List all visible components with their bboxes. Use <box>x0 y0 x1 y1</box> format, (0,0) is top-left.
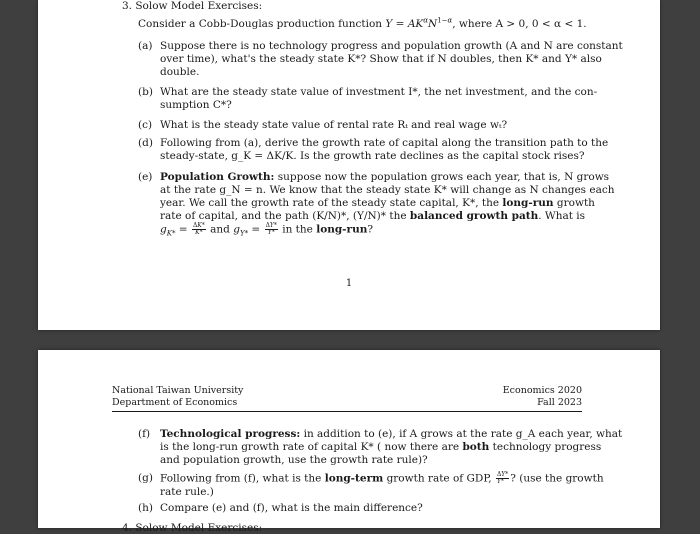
item-e-line4 <box>160 210 586 223</box>
course-name: Economics 2020 <box>502 385 582 396</box>
item-f-line1-text: in addition to (e), if A grows at the rate g_A each year, what <box>303 428 623 440</box>
item-g-gdp-text: growth rate of GDP, <box>386 472 492 485</box>
item-d-line1: Following from (a), derive the growth rate of capital along the transition path to the <box>160 137 609 149</box>
next-exercise-title-cutoff: 4. Solow Model Exercises: <box>122 522 263 534</box>
university-name: National Taiwan University <box>112 385 244 396</box>
item-f-line1 <box>160 428 623 441</box>
page-number: 1 <box>345 278 353 289</box>
department-name: Department of Economics <box>112 397 238 408</box>
item-a-line2: over time), what's the steady state K*? Show that if N doubles, then K* and Y* also <box>160 53 602 65</box>
item-e-line3-text: year. We call the growth rate of the steady state capital, K*, the <box>160 197 500 209</box>
item-e-label: (e) <box>138 171 153 183</box>
item-f-line3: and population growth, use the growth rate rule)? <box>160 454 428 466</box>
item-e-line3-end: growth <box>556 197 595 209</box>
item-g-line1-end: ? (use the growth <box>510 472 604 485</box>
header-right <box>478 385 582 409</box>
item-f-heading: Technological progress: <box>160 428 301 440</box>
item-e-line3 <box>160 197 595 210</box>
document-page-2 <box>38 350 660 534</box>
item-a-line1: Suppose there is no technology progress and population growth (A and N are constant <box>160 40 623 52</box>
item-e-long-run-term: long-run <box>502 197 554 209</box>
item-b-label: (b) <box>138 86 153 98</box>
item-h-label: (h) <box>138 502 153 514</box>
item-e-line4-end: . What is <box>538 210 586 222</box>
item-e-and: and <box>210 223 230 236</box>
item-e-line2: at the rate g_N = n. We know that the steady state K* will change as N changes each <box>160 184 615 196</box>
header-left <box>112 385 243 409</box>
item-e-line1 <box>160 171 610 184</box>
item-f-line2 <box>160 441 602 454</box>
fraction-dK-over-K: $\frac{\Delta K*}{K*}$ <box>192 222 205 236</box>
term: Fall 2023 <box>537 397 582 408</box>
document-page-1 <box>38 0 660 330</box>
intro-text: Consider a Cobb-Douglas production function <box>138 18 383 30</box>
item-e-line1-text: suppose now the population grows each year, that is, N grows <box>277 171 610 183</box>
item-g-line1-text: Following from (f), what is the <box>160 472 322 485</box>
item-e-line4-text: rate of capital, and the path (K/N)*, (Y/N)* the <box>160 210 407 222</box>
item-f-line2-end: technology progress <box>492 441 602 453</box>
exercise-title: 3. Solow Model Exercises: <box>122 0 263 12</box>
item-e-long-run-term-2: long-run <box>316 223 368 236</box>
item-g-label: (g) <box>138 472 153 484</box>
item-e-question-mark: ? <box>367 223 373 236</box>
production-function-formula: $Y = AK^\alpha N^{1-\alpha}$ <box>385 16 453 30</box>
exercise-intro <box>138 18 587 30</box>
item-e-line5: $g_{K*}$ = $\frac{\Delta K*}{K*}$ and $g_{Y*}$ = $\frac{\Delta Y*}{Y*}$ in the long-run? <box>160 222 373 238</box>
item-e-in-the: in the <box>282 223 313 236</box>
item-h-line1: Compare (e) and (f), what is the main difference? <box>160 502 423 514</box>
fraction-dY-over-Y: $\frac{\Delta Y*}{Y*}$ <box>265 222 277 236</box>
item-f-line2-text: is the long-run growth rate of capital K* ( now there are <box>160 441 460 453</box>
item-e-balanced-growth-term: balanced growth path <box>409 210 539 222</box>
item-f-label: (f) <box>138 428 151 440</box>
item-d-line2: steady-state, g_K = ΔK/K. Is the growth rate declines as the capital stock rises? <box>160 150 585 162</box>
item-d-label: (d) <box>138 137 153 149</box>
fraction-dY-over-Y-g: $\frac{\Delta Y*}{Y*}$ <box>496 471 509 485</box>
item-g-long-term: long-term <box>324 472 384 485</box>
item-c-line1: What is the steady state value of rental rate Rₜ and real wage wₜ? <box>160 119 508 131</box>
item-a-line3: double. <box>160 66 200 78</box>
item-f-both-term: both <box>462 441 490 453</box>
item-b-line2: sumption C*? <box>160 99 232 111</box>
item-a-label: (a) <box>138 40 153 52</box>
item-g-line1 <box>160 471 604 486</box>
item-e-heading: Population Growth: <box>160 171 275 183</box>
item-c-label: (c) <box>138 119 153 131</box>
item-g-line2: rate rule.) <box>160 485 214 498</box>
header-divider <box>112 411 582 412</box>
intro-condition: , where A > 0, 0 < α < 1. <box>452 18 587 30</box>
item-b-line1: What are the steady state value of investment I*, the net investment, and the con- <box>160 86 598 98</box>
